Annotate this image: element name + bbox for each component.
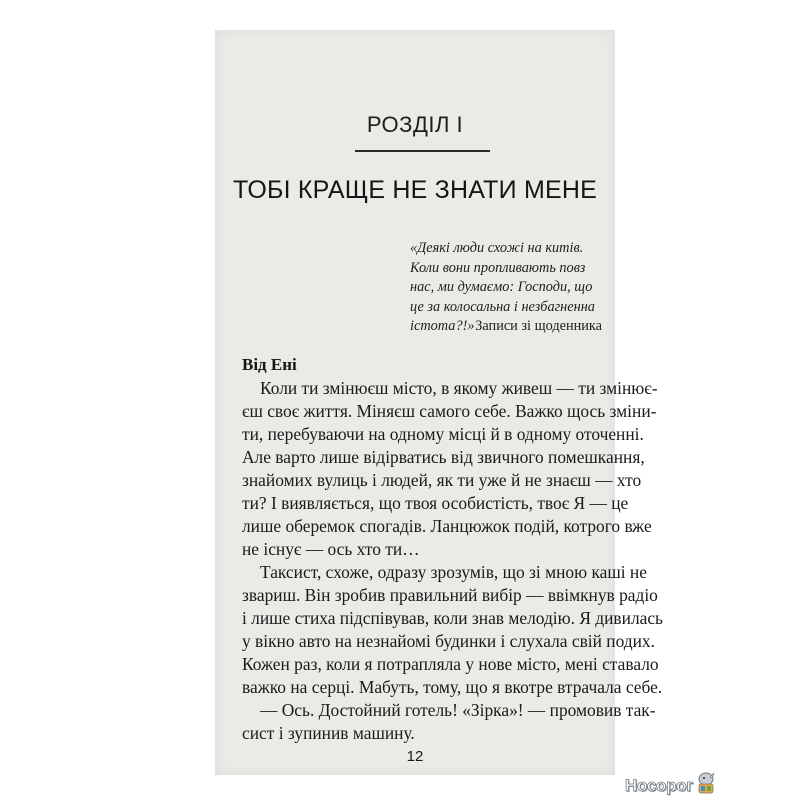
watermark	[625, 770, 717, 796]
body-line: у вікно авто на незнайомі будинки і слухала свій подих.	[242, 631, 655, 651]
body-line: — Ось. Достойний готель! «Зірка»! — промовив так-	[260, 700, 656, 720]
epigraph-line: «Деякі люди схожі на китів.	[410, 240, 584, 256]
body-line: Таксист, схоже, одразу зрозумів, що зі мною каші не	[260, 562, 647, 582]
body-line: Коли ти змінюєш місто, в якому живеш — ти змінює-	[260, 378, 658, 398]
body-text	[242, 377, 663, 745]
body-line: єш своє життя. Міняєш самого себе. Важко щось зміни-	[242, 401, 657, 421]
epigraph-line: нас, ми думаємо: Господи, що	[410, 279, 593, 295]
body-line: звариш. Він зробив правильний вибір — ввімкнув радіо	[242, 585, 658, 605]
body-line: і лише стиха підспівував, коли знав мелодію. Я дивилась	[242, 608, 663, 628]
chapter-title: ТОБІ КРАЩЕ НЕ ЗНАТИ МЕНЕ	[233, 176, 597, 204]
rhino-mascot-icon	[695, 770, 717, 796]
chapter-divider	[355, 150, 490, 152]
epigraph-source: Записи зі щоденника	[475, 318, 602, 334]
book-page	[215, 30, 663, 775]
body-line: лише оберемок спогадів. Ланцюжок подій, котрого вже	[242, 516, 652, 536]
chapter-label: РОЗДІЛ І	[366, 112, 464, 137]
watermark-text: Носорог	[625, 776, 694, 795]
body-line: знайомих вулиць і людей, як ти уже й не знаєш — хто	[242, 470, 642, 490]
body-line: важко на серці. Мабуть, тому, що я вкотре втрачала себе.	[242, 677, 663, 697]
body-line: Кожен раз, коли я потрапляла у нове місто, мені ставало	[242, 654, 659, 674]
epigraph-line: Коли вони пропливають повз	[410, 259, 586, 276]
body-line: ти? І виявляється, що твоя особистість, твоє Я — це	[242, 493, 629, 513]
epigraph-line: істота?!»	[410, 318, 475, 334]
body-line: ти, перебуваючи на одному місці й в одному оточенні.	[242, 424, 644, 444]
body-line: не існує — ось хто ти…	[242, 539, 420, 559]
body-line: сист і зупинив машину.	[242, 723, 415, 743]
body-line: Але варто лише відірватись від звичного помешкання,	[242, 447, 645, 467]
page-number: 12	[406, 748, 424, 765]
section-heading: Від Ені	[242, 355, 297, 374]
epigraph-line: це за колосальна і незбагненна	[410, 298, 595, 315]
